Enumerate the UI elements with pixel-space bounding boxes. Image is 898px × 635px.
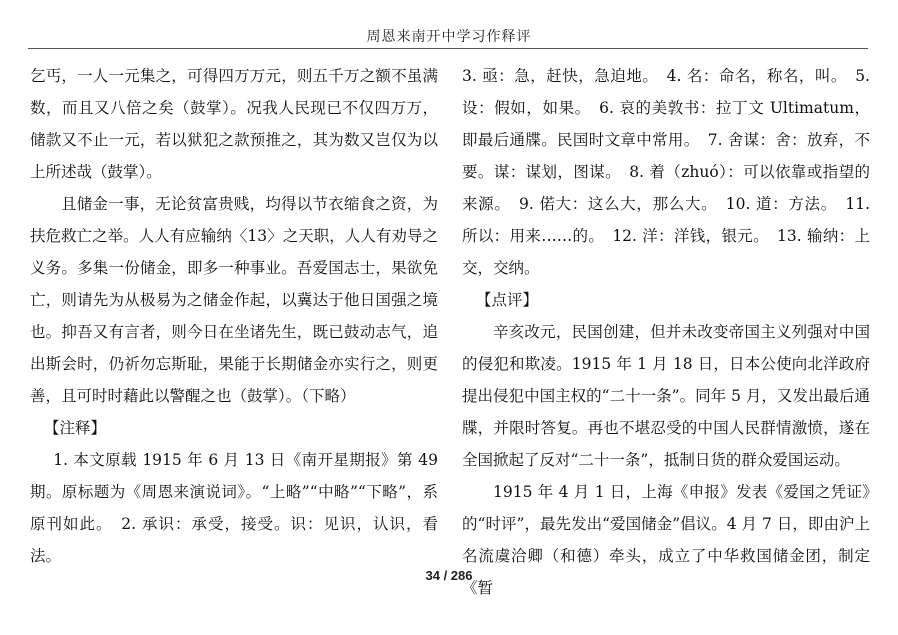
note-item: 1. 本文原载 1915 年 6 月 13 日《南开星期报》第 49 期。原标题为《周恩来演说词》。“上略”“中略”“下略”，系原刊如此。 2. 承识：承受，接受。识：见识，认识，看法。 xyxy=(30,451,438,565)
notes-continuation: 3. 亟：急，赶快，急迫地。 4. 名：命名，称名，叫。 5. 设：假如，如果。 6. 哀的美敦书：拉丁文 Ultimatum，即最后通牒。民国时文章中常用。 7. 舍谋：舍：放弃，不要。谋：谋划，图谋。 8. 着（zhuó）：可以依靠或指望的来源。 9. 偌大：这么大，那么大。 10. 道：方法。 11. 所以：用来……的。 12. 洋：洋钱，银元。 13. 输纳：上交，交纳。 xyxy=(462,67,870,277)
commentary-paragraph: 1915 年 4 月 1 日，上海《申报》发表《爱国之凭证》的“时评”，最先发出“爱国储金”倡议。4 月 7 日，即由沪上名流虞洽卿（和德）牵头，成立了中华救国储金团，制定《暂 xyxy=(462,483,870,597)
header-divider xyxy=(28,48,868,49)
page-header-title: 周恩来南开中学习作释评 xyxy=(366,29,532,45)
left-column xyxy=(30,60,438,572)
paragraph-savings: 且储金一事，无论贫富贵贱，均得以节衣缩食之资，为扶危救亡之举。人人有应输纳〈13〉之天职，人人有劝导之义务。多集一份储金，即多一种事业。吾爱国志士，果欲免亡，则请先为从极易为之储金作起，以冀达于他日国强之境也。抑吾又有言者，则今日在坐诸先生，既已鼓动志气，追出斯会时，仍祈勿忘斯耻，果能于长期储金亦实行之，则更善，且可时时藉此以警醒之也（鼓掌）。（下略） xyxy=(30,195,438,405)
commentary-paragraph: 辛亥改元，民国创建，但并未改变帝国主义列强对中国的侵犯和欺凌。1915 年 1 月 18 日，日本公使向北洋政府提出侵犯中国主权的“二十一条”。同年 5 月，又发出最后通牒，并限时答复。再也不堪忍受的中国人民群情激愤，遂在全国掀起了反对“二十一条”，抵制日货的群众爱国运动。 xyxy=(462,323,870,469)
page-number: 34 / 286 xyxy=(425,568,473,583)
paragraph-continuation: 乞丐，一人一元集之，可得四万万元，则五千万之额不虽满数，而且又八倍之矣（鼓掌）。况我人民现已不仅四万万，储款又不止一元，若以狱犯之款预推之，其为数又岂仅为以上所述哉（鼓掌）。 xyxy=(30,67,438,181)
right-column xyxy=(462,60,870,604)
notes-heading: 【注释】 xyxy=(43,419,106,437)
commentary-heading: 【点评】 xyxy=(475,291,538,309)
